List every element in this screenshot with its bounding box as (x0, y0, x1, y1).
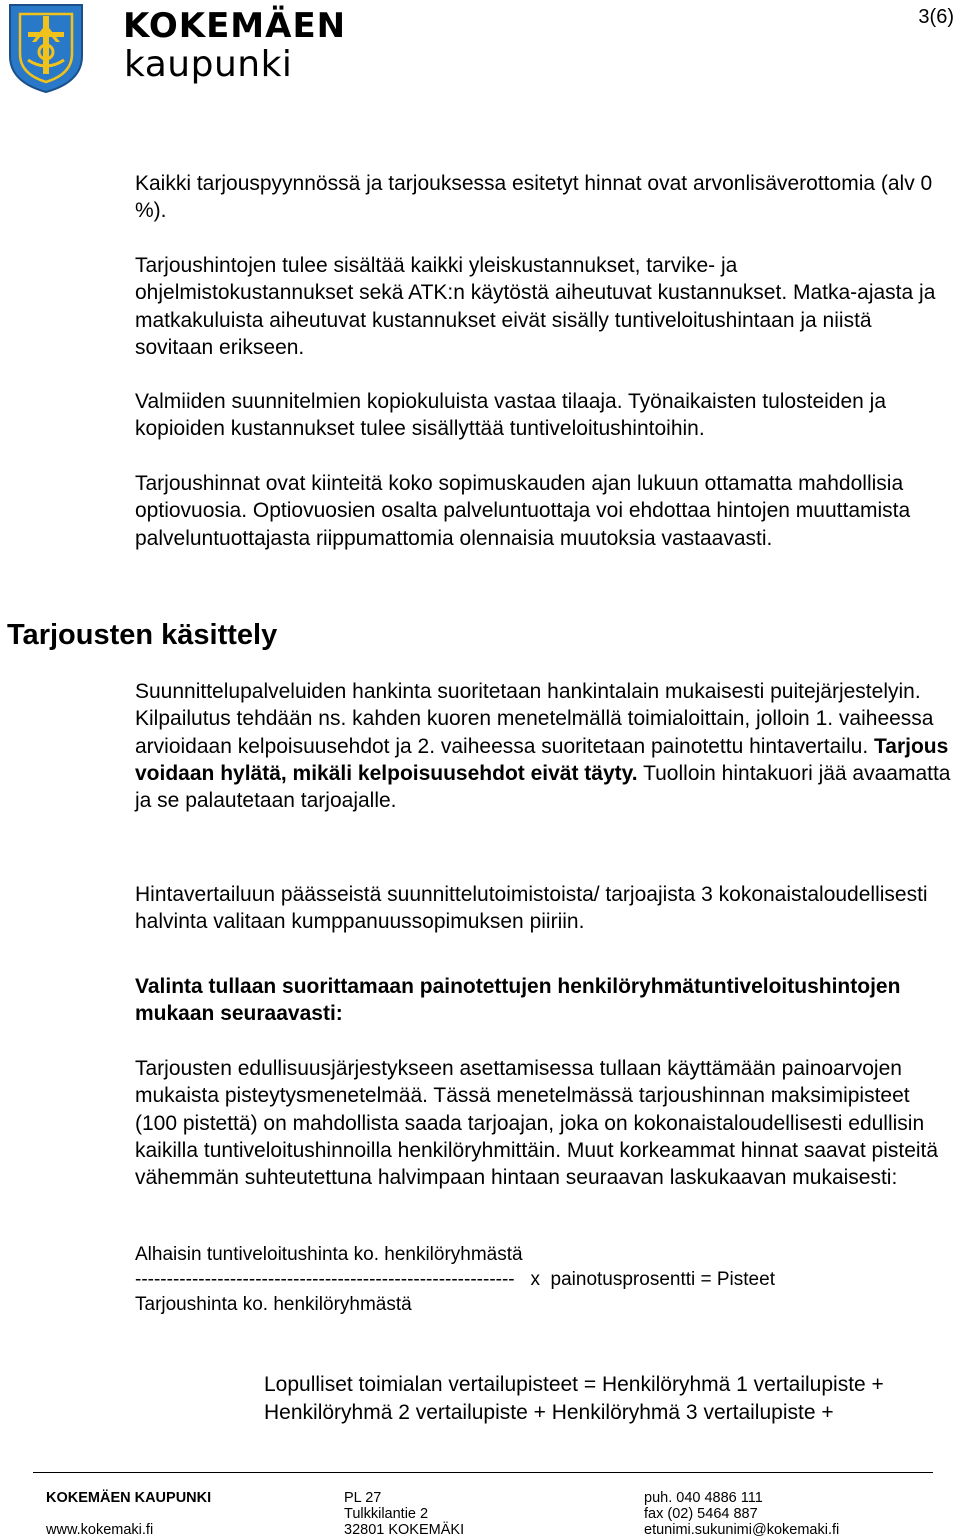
footer-org: KOKEMÄEN KAUPUNKI (46, 1490, 212, 1506)
formula-denominator: Tarjoushinta ko. henkilöryhmästä (135, 1294, 412, 1315)
paragraph-included-costs: Tarjoushintojen tulee sisältää kaikki yleiskustannukset, tarvike- ja ohjelmistokustannukset sekä ATK:n käytöstä aiheutuvat kustannukset. Matka-ajasta ja matkakuluista aiheutuvat kustannukset eivät sisälly tuntiveloitushintaan ja niistä sovitaan erikseen. (135, 254, 936, 359)
section-heading: Tarjousten käsittely (7, 619, 278, 651)
rejection-condition: Tarjous voidaan hylätä, mikäli kelpoisuusehdot eivät täyty. (135, 734, 949, 785)
procurement-text-end: Tuolloin hintakuori jää avaamatta ja se palautetaan tarjoajalle. (135, 761, 951, 813)
footer-email[interactable]: etunimi.sukunimi@kokemaki.fi (644, 1522, 840, 1538)
paragraph-final-points: Lopulliset toimialan vertailupisteet = Henkilöryhmä 1 vertailupiste + Henkilöryhmä 2 vertailupiste + Henkilöryhmä 3 vertailupiste + (264, 1373, 884, 1424)
paragraph-price-comparison: Hintavertailuun päässeistä suunnittelutoimistoista/ tarjoajista 3 kokonaistaloudellisesti halvinta valitaan kumppanuussopimuksen piiriin. (135, 883, 928, 934)
paragraph-procurement (135, 678, 955, 814)
paragraph-vat: Kaikki tarjouspyynnössä ja tarjouksessa esitetyt hinnat ovat arvonlisäverottomia (alv 0 %). (135, 172, 933, 223)
kokemaki-crest-logo (6, 2, 86, 94)
paragraph-selection-criteria: Valinta tullaan suorittamaan painotettujen henkilöryhmätuntiveloitushintojen mukaan seuraavasti: (135, 975, 901, 1026)
formula-divider: ------------------------------------------------------------ x painotusprosentti = Pisteet (135, 1269, 775, 1290)
footer-website[interactable]: www.kokemaki.fi (46, 1522, 154, 1538)
footer-po-box: PL 27 (344, 1490, 382, 1506)
paragraph-copy-costs: Valmiiden suunnitelmien kopiokuluista vastaa tilaaja. Työnaikaisten tulosteiden ja kopioiden kustannukset tulee sisällyttää tuntiveloitushintoihin. (135, 390, 887, 441)
procurement-text-start: Suunnittelupalveluiden hankinta suoritetaan hankintalain mukaisesti puitejärjestelyin. Kilpailutus tehdään ns. kahden kuoren menetelmällä toimialoittain, jolloin 1. vaiheessa arvioidaan kelpoisuusehdot ja 2. vaiheessa suoritetaan painotettu hintavertailu. (135, 680, 934, 758)
footer-street: Tulkkilantie 2 (344, 1506, 429, 1522)
formula-numerator: Alhaisin tuntiveloitushinta ko. henkilöryhmästä (135, 1244, 523, 1265)
footer-postal: 32801 KOKEMÄKI (344, 1522, 465, 1538)
brand-subtitle: kaupunki (124, 44, 293, 85)
brand-name: KOKEMÄEN (123, 6, 347, 46)
footer-phone: puh. 040 4886 111 (644, 1490, 763, 1506)
footer-fax: fax (02) 5464 887 (644, 1506, 758, 1522)
paragraph-fixed-prices: Tarjoushinnat ovat kiinteitä koko sopimuskauden ajan lukuun ottamatta mahdollisia optiovuosia. Optiovuosien osalta palveluntuottaja voi ehdottaa hintojen muuttamista palveluntuottajasta riippumattomia olennaisia muutoksia vastaavasti. (135, 472, 911, 550)
footer-divider (33, 1472, 933, 1473)
paragraph-scoring-method: Tarjousten edullisuusjärjestykseen asettamisessa tullaan käyttämään painoarvojen mukaista pisteytysmenetelmää. Tässä menetelmässä tarjoushinnan maksimipisteet (100 pistettä) on mahdollista saada tarjoajan, joka on kokonaistaloudellisesti edullisin kaikilla tuntiveloitushinnoilla henkilöryhmittäin. Muut korkeammat hinnat saavat pisteitä vähemmän suhteutettuna halvimpaan hintaan seuraavan laskukaavan mukaisesti: (135, 1057, 939, 1190)
page-number: 3(6) (918, 6, 954, 28)
